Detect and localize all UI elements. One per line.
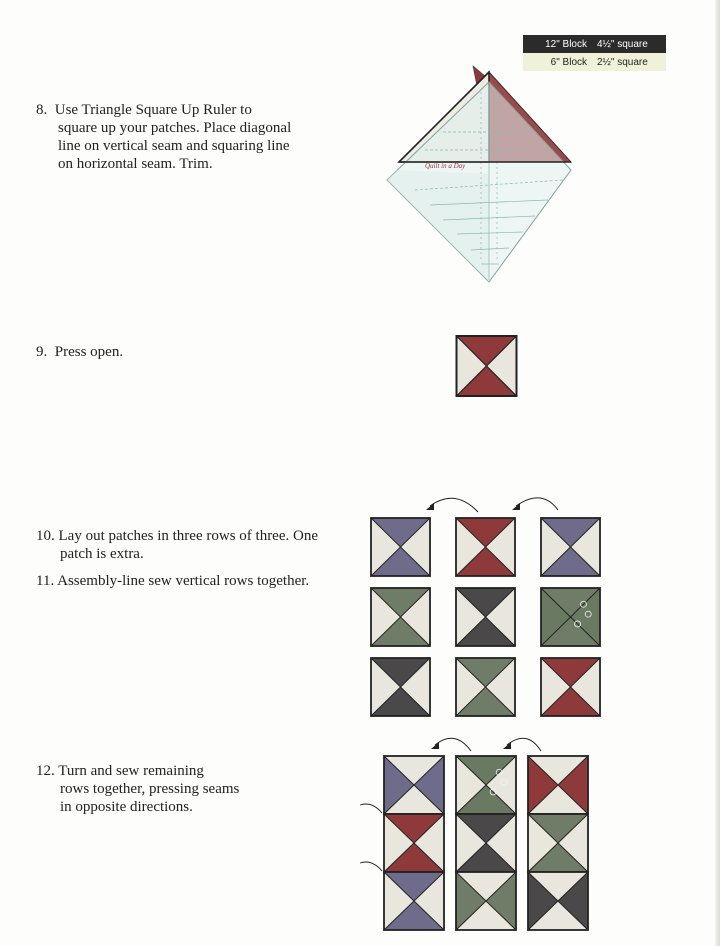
layout-patch xyxy=(541,658,600,716)
swap-arrows-bottom xyxy=(425,729,555,757)
block-size-label: 6" Block xyxy=(550,56,587,68)
patch-layout-grid xyxy=(370,517,600,717)
step-text-line: line on vertical seam and squaring line xyxy=(58,138,290,154)
step-number: 10. xyxy=(36,528,55,544)
step-8 xyxy=(36,101,291,173)
sewn-rows-grid xyxy=(356,755,592,933)
sewn-patch xyxy=(384,814,444,872)
press-direction-arrow xyxy=(360,804,382,813)
swap-arrows-top xyxy=(420,488,570,518)
press-direction-arrow xyxy=(360,862,382,871)
pressed-patch xyxy=(456,336,517,396)
layout-patch xyxy=(456,658,515,716)
page-binding-edge xyxy=(715,0,720,946)
layout-patch xyxy=(541,518,600,576)
ruler-brand-text: Quilt in a Day xyxy=(425,162,466,170)
layout-patch xyxy=(371,658,430,716)
sewn-patch xyxy=(384,872,444,930)
step-9 xyxy=(36,343,123,361)
step-text-line: Turn and sew remaining xyxy=(58,763,204,779)
sewn-patch xyxy=(456,814,516,872)
size-row-12 xyxy=(523,35,666,53)
step-number: 12. xyxy=(36,763,55,779)
step-text-line: Lay out patches in three rows of three. One xyxy=(58,528,318,544)
block-size-label: 12" Block xyxy=(545,38,587,50)
layout-patch xyxy=(541,588,600,646)
sewn-patch xyxy=(384,756,444,814)
step-11 xyxy=(36,572,309,590)
layout-patch xyxy=(371,588,430,646)
sewn-patch xyxy=(528,756,588,814)
layout-patch xyxy=(456,588,515,646)
step-number: 9. xyxy=(36,344,48,360)
sewn-patch xyxy=(528,872,588,930)
step-number: 11. xyxy=(36,573,55,589)
step-text-line: in opposite directions. xyxy=(60,799,193,815)
step-text-line: patch is extra. xyxy=(60,546,144,562)
sewn-patch xyxy=(528,814,588,872)
square-size-label: 4½" square xyxy=(597,38,648,50)
step-number: 8. xyxy=(36,102,48,118)
step-text-line: Press open. xyxy=(54,344,124,360)
sewn-patch xyxy=(456,756,516,814)
sewn-patch xyxy=(456,872,516,930)
step-text-line: on horizontal seam. Trim. xyxy=(58,156,213,172)
layout-patch xyxy=(456,518,515,576)
step-text-line: rows together, pressing seams xyxy=(60,781,240,797)
ruler-lower xyxy=(385,170,489,282)
step-text-line: Assembly-line sew vertical rows together. xyxy=(57,573,310,589)
layout-patch xyxy=(371,518,430,576)
step-12 xyxy=(36,762,239,816)
ruler-illustration xyxy=(385,62,575,287)
step-text-line: square up your patches. Place diagonal xyxy=(58,120,292,136)
step-10 xyxy=(36,527,318,563)
step-text-line: Use Triangle Square Up Ruler to xyxy=(54,102,252,118)
square-size-label: 2½" square xyxy=(597,56,648,68)
